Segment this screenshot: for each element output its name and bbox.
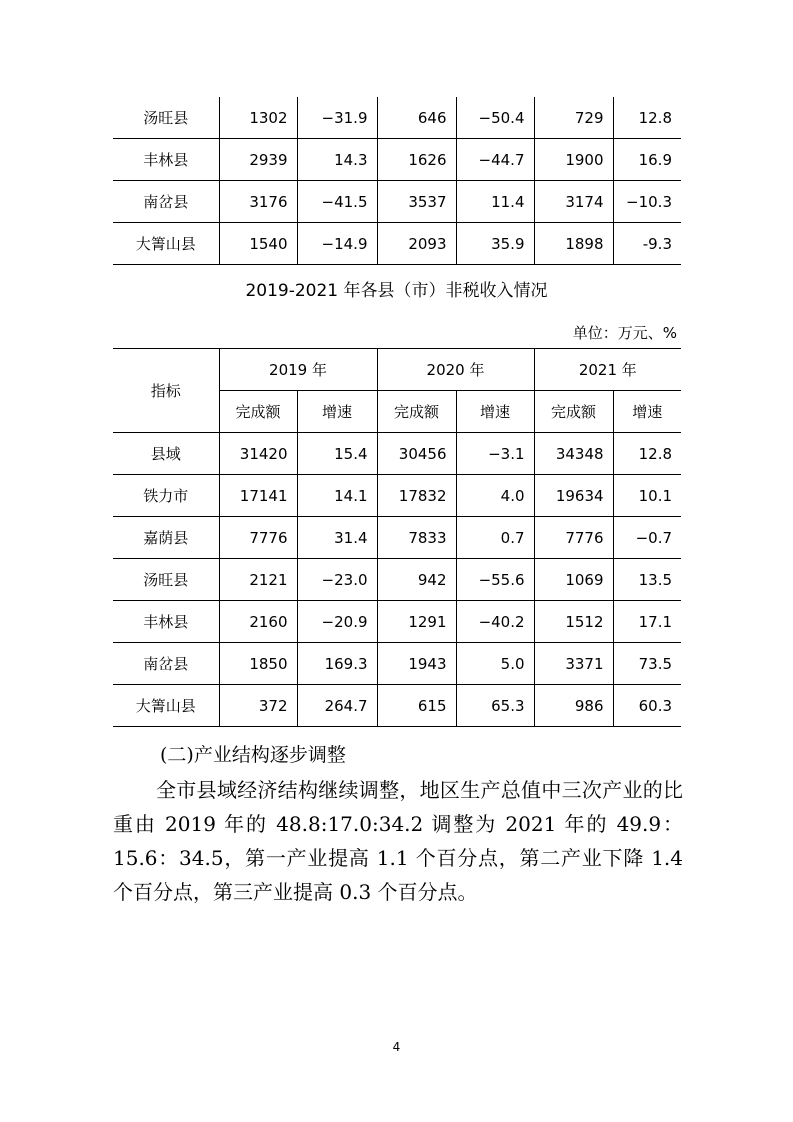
table-cell: 372 bbox=[219, 685, 297, 727]
table-cell: 19634 bbox=[534, 475, 613, 517]
section-heading: (二)产业结构逐步调整 bbox=[160, 744, 346, 766]
table-cell: 30456 bbox=[377, 433, 456, 475]
table-cell: 7776 bbox=[534, 517, 613, 559]
table-cell: −20.9 bbox=[297, 601, 377, 643]
table-row bbox=[113, 181, 681, 223]
table-row bbox=[113, 559, 681, 601]
table-cell: 1302 bbox=[219, 97, 297, 139]
column-header-growth: 增速 bbox=[297, 391, 377, 433]
column-header-growth: 增速 bbox=[456, 391, 534, 433]
table-row bbox=[113, 97, 681, 139]
table-cell: −23.0 bbox=[297, 559, 377, 601]
row-label: 嘉荫县 bbox=[113, 517, 219, 559]
table-cell: 615 bbox=[377, 685, 456, 727]
table-cell: 14.3 bbox=[297, 139, 377, 181]
table-cell: 2160 bbox=[219, 601, 297, 643]
table-cell: 13.5 bbox=[613, 559, 681, 601]
table-cell: 3176 bbox=[219, 181, 297, 223]
row-label: 大箐山县 bbox=[113, 685, 219, 727]
table-cell: 729 bbox=[534, 97, 613, 139]
table-cell: 17141 bbox=[219, 475, 297, 517]
table-cell: 35.9 bbox=[456, 223, 534, 265]
column-header-year: 2020 年 bbox=[377, 349, 534, 391]
table-cell: −14.9 bbox=[297, 223, 377, 265]
table-row bbox=[113, 139, 681, 181]
row-label: 县域 bbox=[113, 433, 219, 475]
table-cell: 942 bbox=[377, 559, 456, 601]
row-label: 南岔县 bbox=[113, 643, 219, 685]
table-cell: 2939 bbox=[219, 139, 297, 181]
table-cell: −41.5 bbox=[297, 181, 377, 223]
table-cell: 4.0 bbox=[456, 475, 534, 517]
table-row bbox=[113, 685, 681, 727]
table-row bbox=[113, 433, 681, 475]
table-cell: 17.1 bbox=[613, 601, 681, 643]
table-cell: 11.4 bbox=[456, 181, 534, 223]
header-row bbox=[113, 349, 681, 391]
table-cell: 646 bbox=[377, 97, 456, 139]
row-label: 大箐山县 bbox=[113, 223, 219, 265]
table-cell: 1540 bbox=[219, 223, 297, 265]
table-cell: 1069 bbox=[534, 559, 613, 601]
table-cell: 31420 bbox=[219, 433, 297, 475]
column-header-growth: 增速 bbox=[613, 391, 681, 433]
table-row bbox=[113, 475, 681, 517]
column-header-amount: 完成额 bbox=[219, 391, 297, 433]
table-cell: 1850 bbox=[219, 643, 297, 685]
table-cell: 1512 bbox=[534, 601, 613, 643]
table-row bbox=[113, 643, 681, 685]
table-cell: 65.3 bbox=[456, 685, 534, 727]
table-cell: 16.9 bbox=[613, 139, 681, 181]
table-cell: −10.3 bbox=[613, 181, 681, 223]
table-cell: 5.0 bbox=[456, 643, 534, 685]
row-label: 铁力市 bbox=[113, 475, 219, 517]
table-cell: 3174 bbox=[534, 181, 613, 223]
table-cell: 1291 bbox=[377, 601, 456, 643]
table-cell: -9.3 bbox=[613, 223, 681, 265]
table-cell: 3537 bbox=[377, 181, 456, 223]
table-cell: 1626 bbox=[377, 139, 456, 181]
table-cell: −50.4 bbox=[456, 97, 534, 139]
column-header-year: 2019 年 bbox=[219, 349, 377, 391]
row-label: 汤旺县 bbox=[113, 559, 219, 601]
table-cell: 14.1 bbox=[297, 475, 377, 517]
table-caption: 2019-2021 年各县（市）非税收入情况 bbox=[245, 281, 548, 301]
revenue-table-continued bbox=[113, 97, 681, 265]
table-cell: 2121 bbox=[219, 559, 297, 601]
table-cell: 60.3 bbox=[613, 685, 681, 727]
table-row bbox=[113, 601, 681, 643]
non-tax-revenue-table bbox=[113, 348, 681, 727]
table-cell: −0.7 bbox=[613, 517, 681, 559]
table-cell: 15.4 bbox=[297, 433, 377, 475]
row-label: 汤旺县 bbox=[113, 97, 219, 139]
page-number: 4 bbox=[392, 1040, 401, 1054]
table-cell: 12.8 bbox=[613, 97, 681, 139]
table-row bbox=[113, 517, 681, 559]
table-cell: 3371 bbox=[534, 643, 613, 685]
table-cell: 0.7 bbox=[456, 517, 534, 559]
table-cell: 986 bbox=[534, 685, 613, 727]
row-label: 丰林县 bbox=[113, 601, 219, 643]
table-cell: 2093 bbox=[377, 223, 456, 265]
table-cell: 73.5 bbox=[613, 643, 681, 685]
body-paragraph: 全市县域经济结构继续调整，地区生产总值中三次产业的比重由 2019 年的 48.8:17.0:34.2 调整为 2021 年的 49.9：15.6：34.5，第一产业提高 1.1 个百分点，第二产业下降 1.4 个百分点，第三产业提高 0.3 个百分点。 bbox=[113, 778, 683, 904]
table-cell: −55.6 bbox=[456, 559, 534, 601]
row-label: 南岔县 bbox=[113, 181, 219, 223]
table-cell: 169.3 bbox=[297, 643, 377, 685]
table-cell: 7776 bbox=[219, 517, 297, 559]
table-cell: 7833 bbox=[377, 517, 456, 559]
table-cell: 34348 bbox=[534, 433, 613, 475]
table-cell: −31.9 bbox=[297, 97, 377, 139]
column-header-year: 2021 年 bbox=[534, 349, 681, 391]
table-cell: 1898 bbox=[534, 223, 613, 265]
table-cell: −44.7 bbox=[456, 139, 534, 181]
table-cell: 1943 bbox=[377, 643, 456, 685]
table-cell: 1900 bbox=[534, 139, 613, 181]
table-cell: 10.1 bbox=[613, 475, 681, 517]
column-header-amount: 完成额 bbox=[534, 391, 613, 433]
table-cell: 12.8 bbox=[613, 433, 681, 475]
column-header-indicator: 指标 bbox=[113, 349, 219, 433]
table-cell: 264.7 bbox=[297, 685, 377, 727]
table-cell: 17832 bbox=[377, 475, 456, 517]
table-cell: −3.1 bbox=[456, 433, 534, 475]
table-cell: 31.4 bbox=[297, 517, 377, 559]
column-header-amount: 完成额 bbox=[377, 391, 456, 433]
unit-label: 单位：万元、% bbox=[572, 324, 677, 342]
row-label: 丰林县 bbox=[113, 139, 219, 181]
table-row bbox=[113, 223, 681, 265]
table-cell: −40.2 bbox=[456, 601, 534, 643]
